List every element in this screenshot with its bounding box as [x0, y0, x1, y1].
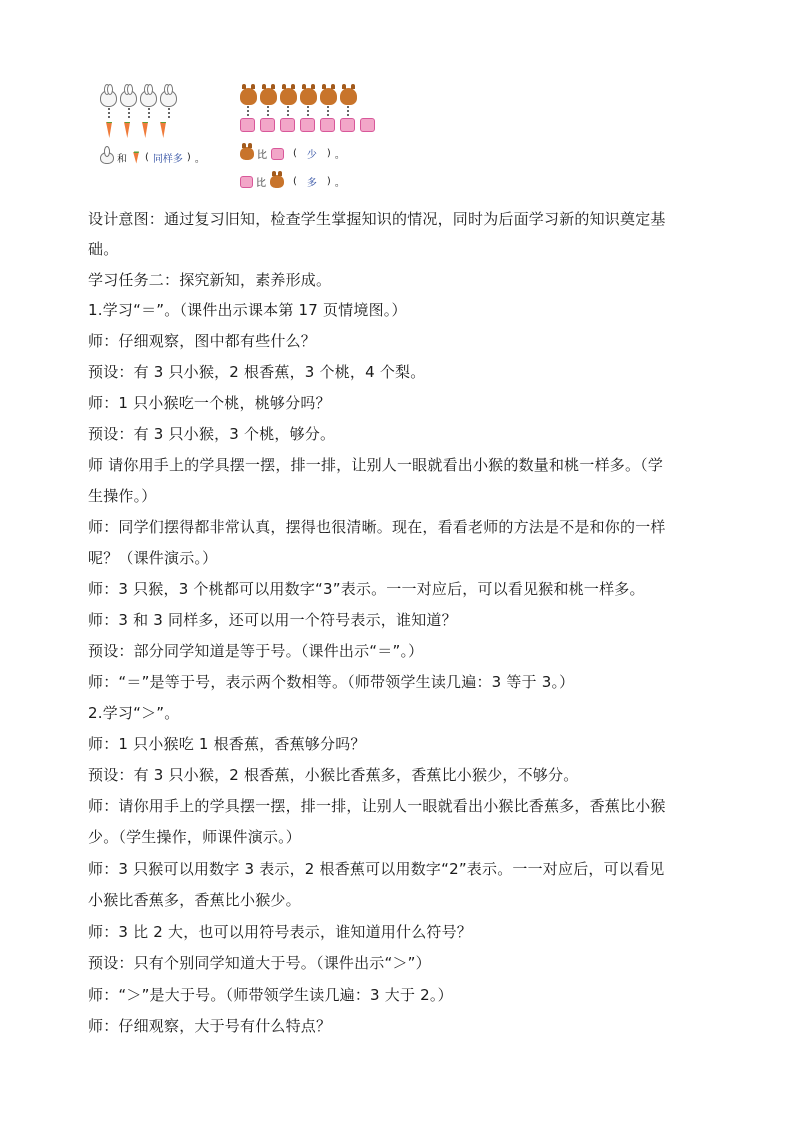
- dotted-connector: [108, 108, 110, 118]
- dotted-connector: [347, 106, 349, 116]
- dotted-connector: [307, 106, 309, 116]
- squirrel-icon: [240, 88, 257, 105]
- carrot-icon: [142, 122, 148, 138]
- carrot-icon: [106, 122, 112, 138]
- paren-open: (: [293, 148, 297, 159]
- dialogue-line: 师：仔细观察，大于号有什么特点？: [88, 1017, 332, 1035]
- dialogue-line: 师：同学们摆得都非常认真，摆得也很清晰。现在，看看老师的方法是不是和你的一样: [88, 518, 666, 536]
- dialogue-line: 小猴比香蕉多，香蕉比小猴少。: [88, 891, 301, 909]
- cup-icon: [300, 118, 315, 132]
- connector-text: 比: [257, 150, 267, 161]
- dotted-connector: [267, 106, 269, 116]
- rabbit-icon: [100, 90, 117, 107]
- squirrel-icon: [280, 88, 297, 105]
- rabbit-icon: [100, 152, 114, 164]
- left-sentence: [100, 150, 205, 165]
- section-greater-heading: 2.学习“＞”。: [88, 704, 180, 722]
- cup-icon: [280, 118, 295, 132]
- paren-close: ): [326, 148, 331, 159]
- dotted-connector: [148, 108, 150, 118]
- period: 。: [334, 150, 345, 161]
- right-sentence-1: [240, 146, 345, 161]
- dialogue-line: 师：仔细观察，图中都有些什么？: [88, 332, 317, 350]
- dotted-connector: [247, 106, 249, 116]
- cup-icon: [260, 118, 275, 132]
- answer-text: 少: [306, 150, 317, 161]
- dialogue-line: 预设：有 3 只小猴，2 根香蕉，小猴比香蕉多，香蕉比小猴少，不够分。: [88, 766, 579, 784]
- paren-close: ): [186, 152, 191, 163]
- dialogue-line: 师：3 和 3 同样多，还可以用一个符号表示，谁知道？: [88, 611, 457, 629]
- dialogue-line: 师：“＝”是等于号，表示两个数相等。（师带领学生读几遍：3 等于 3。）: [88, 673, 575, 691]
- dotted-connector: [327, 106, 329, 116]
- design-intent-line-1: 设计意图：通过复习旧知，检查学生掌握知识的情况，同时为后面学习新的知识奠定基: [88, 210, 666, 228]
- dialogue-line: 预设：只有个别同学知道大于号。（课件出示“＞”）: [88, 954, 431, 972]
- period: 。: [194, 154, 205, 165]
- squirrel-icon: [340, 88, 357, 105]
- dialogue-line: 预设：部分同学知道是等于号。（课件出示“＝”。）: [88, 642, 424, 660]
- dialogue-line: 呢？（课件演示。）: [88, 549, 218, 567]
- squirrel-row: [240, 88, 360, 105]
- connector-text: 比: [256, 178, 266, 189]
- period: 。: [334, 178, 345, 189]
- paren-close: ): [326, 176, 331, 187]
- cup-row: [240, 118, 380, 132]
- dialogue-line: 师：“＞”是大于号。（师带领学生读几遍：3 大于 2。）: [88, 986, 453, 1004]
- carrot-row: [100, 122, 172, 138]
- dialogue-line: 预设：有 3 只小猴，3 个桃，够分。: [88, 425, 336, 443]
- comparison-figure: [95, 82, 475, 200]
- squirrel-icon: [320, 88, 337, 105]
- dialogue-line: 师：1 只小猴吃一个桃，桃够分吗？: [88, 394, 331, 412]
- dialogue-line: 生操作。）: [88, 487, 157, 505]
- answer-text: 多: [306, 178, 317, 189]
- cup-icon: [240, 176, 253, 188]
- dotted-connector: [128, 108, 130, 118]
- cup-icon: [240, 118, 255, 132]
- squirrel-icon: [270, 175, 284, 188]
- dialogue-line: 师：3 只猴可以用数字 3 表示，2 根香蕉可以用数字“2”表示。一一对应后，可以看见: [88, 860, 665, 878]
- cup-icon: [340, 118, 355, 132]
- rabbit-icon: [160, 90, 177, 107]
- dialogue-line: 师 请你用手上的学具摆一摆，排一排，让别人一眼就看出小猴的数量和桃一样多。（学: [88, 456, 664, 474]
- paren-open: (: [293, 176, 297, 187]
- cup-icon: [320, 118, 335, 132]
- right-sentence-2: [240, 174, 345, 189]
- dialogue-line: 师：3 只猴，3 个桃都可以用数字“3”表示。一一对应后，可以看见猴和桃一样多。: [88, 580, 645, 598]
- answer-text: 同样多: [152, 154, 183, 165]
- task-two-heading: 学习任务二：探究新知，素养形成。: [88, 271, 332, 289]
- dotted-connector: [168, 108, 170, 118]
- carrot-icon: [133, 152, 139, 164]
- rabbit-icon: [140, 90, 157, 107]
- carrot-icon: [160, 122, 166, 138]
- rabbit-icon: [120, 90, 137, 107]
- squirrel-icon: [260, 88, 277, 105]
- dialogue-line: 师：请你用手上的学具摆一摆，排一排，让别人一眼就看出小猴比香蕉多，香蕉比小猴: [88, 797, 666, 815]
- section-equal-heading: 1.学习“＝”。（课件出示课本第 17 页情境图。）: [88, 301, 407, 319]
- dotted-connector: [287, 106, 289, 116]
- carrot-icon: [124, 122, 130, 138]
- dialogue-line: 师：3 比 2 大，也可以用符号表示，谁知道用什么符号？: [88, 923, 472, 941]
- dialogue-line: 少。（学生操作，师课件演示。）: [88, 828, 302, 846]
- rabbit-row: [100, 90, 180, 107]
- design-intent-line-2: 础。: [88, 240, 119, 258]
- squirrel-icon: [300, 88, 317, 105]
- dialogue-line: 预设：有 3 只小猴，2 根香蕉，3 个桃，4 个梨。: [88, 363, 426, 381]
- squirrel-icon: [240, 147, 254, 160]
- paren-open: (: [145, 152, 149, 163]
- cup-icon: [271, 148, 284, 160]
- cup-icon: [360, 118, 375, 132]
- dialogue-line: 师：1 只小猴吃 1 根香蕉，香蕉够分吗？: [88, 735, 366, 753]
- connector-text: 和: [117, 154, 127, 165]
